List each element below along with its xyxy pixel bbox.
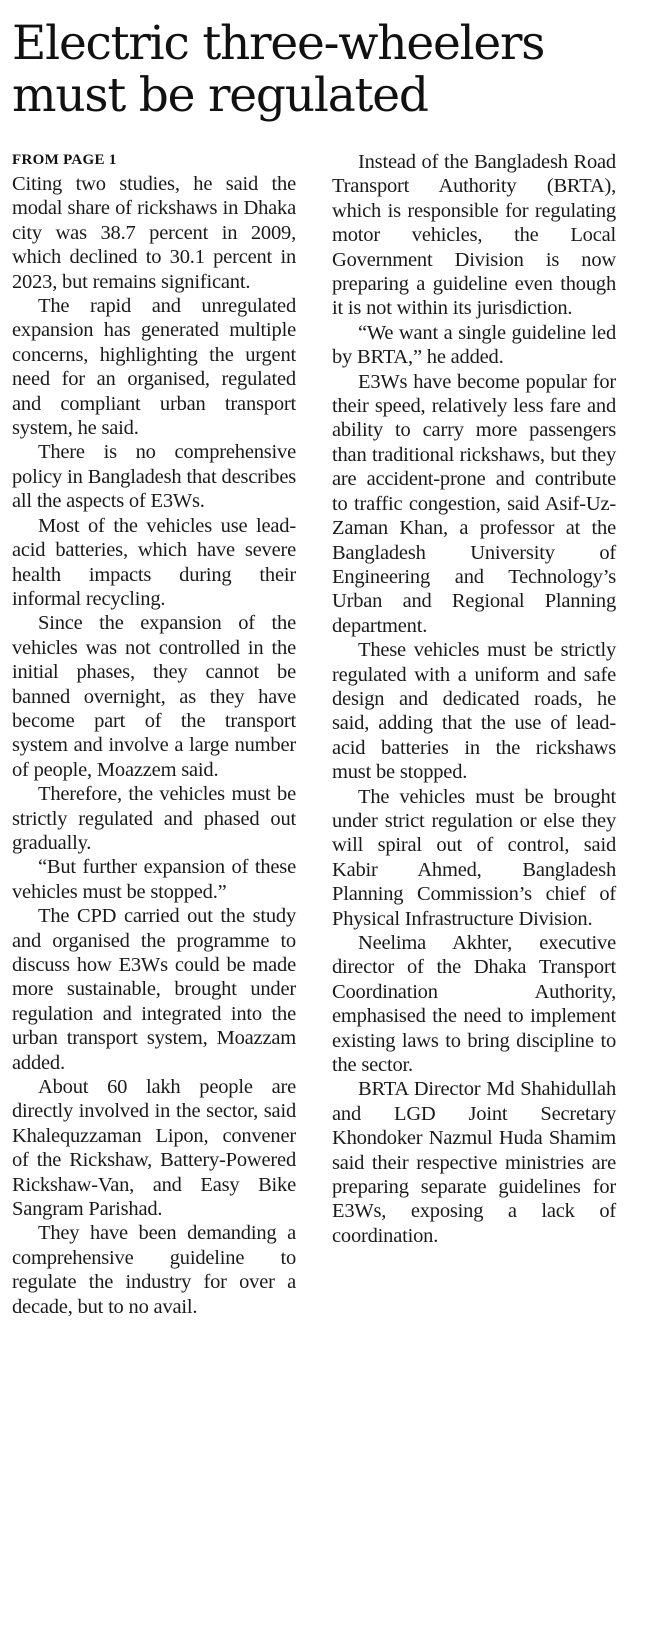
- paragraph: Instead of the Bangladesh Road Transport Authority (BRTA), which is responsible for regulating motor vehicles, the Local Government Division is now preparing a guideline even though it is not within its jurisdiction.: [332, 151, 616, 320]
- paragraph: “We want a single guideline led by BRTA,” he added.: [332, 321, 616, 369]
- right-column: [332, 150, 616, 1319]
- paragraph: Citing two studies, he said the modal share of rickshaws in Dhaka city was 38.7 percent in 2009, which declined to 30.1 percent in 2023, but remains significant.: [12, 173, 296, 293]
- paragraph: Most of the vehicles use lead-acid batteries, which have severe health impacts during their informal recycling.: [12, 514, 296, 610]
- paragraph: “But further expansion of these vehicles must be stopped.”: [12, 856, 296, 903]
- paragraph: Since the expansion of the vehicles was not controlled in the initial phases, they cannot be banned overnight, as they have become part of the transport system and involve a large number of people, Moazzem said.: [12, 612, 296, 781]
- paragraph: There is no comprehensive policy in Bangladesh that describes all the aspects of E3Ws.: [12, 441, 296, 513]
- paragraph: These vehicles must be strictly regulated with a uniform and safe design and dedicated roads, he said, adding that the use of lead-acid batteries in the rickshaws must be stopped.: [332, 639, 616, 784]
- paragraph: About 60 lakh people are directly involved in the sector, said Khalequzzaman Lipon, convener of the Rickshaw, Battery-Powered Rickshaw-Van, and Easy Bike Sangram Parishad.: [12, 1076, 296, 1221]
- article-headline: Electric three-wheelers must be regulated: [12, 16, 545, 123]
- paragraph: They have been demanding a comprehensive guideline to regulate the industry for over a decade, but to no avail.: [12, 1222, 296, 1318]
- paragraph: The CPD carried out the study and organised the programme to discuss how E3Ws could be made more sustainable, brought under regulation and integrated into the urban transport system, Moazzam added.: [12, 905, 296, 1074]
- paragraph: BRTA Director Md Shahidullah and LGD Joint Secretary Khondoker Nazmul Huda Shamim said their respective ministries are preparing separate guidelines for E3Ws, exposing a lack of coordination.: [332, 1078, 616, 1247]
- paragraph: Neelima Akhter, executive director of the Dhaka Transport Coordination Authority, emphasised the need to implement existing laws to bring discipline to the sector.: [332, 932, 616, 1077]
- article-body: [12, 150, 616, 1319]
- paragraph: Therefore, the vehicles must be strictly regulated and phased out gradually.: [12, 783, 296, 854]
- paragraph: E3Ws have become popular for their speed, relatively less fare and ability to carry more passengers than traditional rickshaws, but they are accident-prone and contribute to traffic congestion, said Asif-Uz-Zaman Khan, a professor at the Bangladesh University of Engineering and Technology’s Urban and Regional Planning department.: [332, 370, 616, 637]
- paragraph: The vehicles must be brought under strict regulation or else they will spiral out of control, said Kabir Ahmed, Bangladesh Planning Commission’s chief of Physical Infrastructure Division.: [332, 785, 616, 930]
- continuation-kicker: FROM PAGE 1: [12, 152, 117, 168]
- left-column: [12, 150, 296, 1319]
- paragraph: The rapid and unregulated expansion has generated multiple concerns, highlighting the urgent need for an organised, regulated and compliant urban transport system, he said.: [12, 295, 296, 440]
